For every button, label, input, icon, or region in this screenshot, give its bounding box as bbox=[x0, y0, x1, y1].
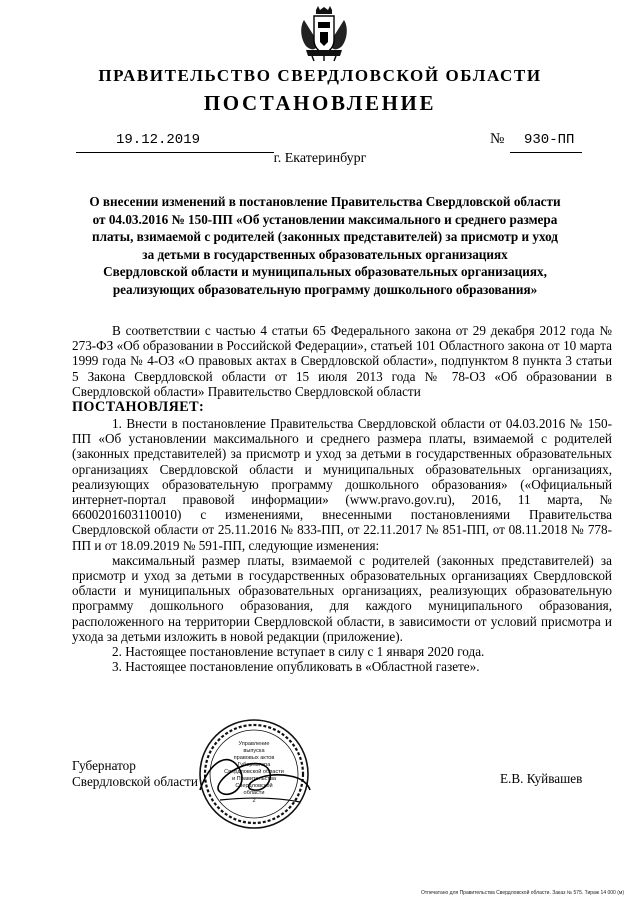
svg-text:и Правительства: и Правительства bbox=[232, 776, 276, 782]
handwritten-signature bbox=[190, 740, 320, 820]
decree-heading: ПОСТАНОВЛЯЕТ: bbox=[72, 399, 205, 416]
preamble-paragraph: В соответствии с частью 4 статьи 65 Федерального закона от 29 декабря 2012 года № 273-ФЗ «Об образовании в Российской Федерации», статьей 101 Областного закона от 10 марта 1999 года № 4-ОЗ «О правовых актах в Свердловской области», подпунктом 8 пункта 3 статьи 5 Закона Свердловской области от 15 июля 2013 года № 78-ОЗ «Об образовании в Свердловской области» Правительство Свердловской области bbox=[72, 323, 612, 399]
subject-line: от 04.03.2016 № 150-ПП «Об установлении максимального и среднего размера bbox=[92, 211, 558, 227]
print-footer: Отпечатано для Правительства Свердловской области. Заказ № 575. Тираж 14 000 (м) bbox=[420, 890, 624, 896]
item-1-paragraph: 1. Внести в постановление Правительства Свердловской области от 04.03.2016 № 150-ПП «Об установлении максимального и среднего размера платы, взимаемой с родителей (законных представителей) за присмотр и уход за детьми в государственных образовательных организациях Свердловской области и муниципальных образовательных организациях, реализующих образовательную программу дошкольного образования» («Официальный интернет-портал правовой информации» (www.pravo.gov.ru), 2016, 11 марта, № 6600201603110010) с изменениями, внесенными постановлениями Правительства Свердловской области от 25.11.2016 № 833-ПП, от 22.11.2017 № 851-ПП, от 08.11.2018 № 778-ПП и от 18.09.2019 № 591-ПП, следующие изменения: bbox=[72, 416, 612, 553]
svg-text:Свердловской: Свердловской bbox=[235, 783, 273, 789]
item-2-paragraph: 2. Настоящее постановление вступает в силу с 1 января 2020 года. bbox=[112, 644, 485, 660]
svg-text:Свердловской области: Свердловской области bbox=[224, 769, 284, 775]
subject-line: платы, взимаемой с родителей (законных представителей) за присмотр и уход bbox=[92, 229, 558, 244]
document-body bbox=[72, 323, 612, 674]
subject-line: за детьми в государственных образовательных организациях bbox=[142, 246, 508, 262]
svg-text:Управление: Управление bbox=[238, 741, 270, 747]
signatory-title bbox=[72, 758, 198, 789]
svg-text:Губернатора: Губернатора bbox=[237, 762, 271, 768]
signatory-name: Е.В. Куйвашев bbox=[500, 771, 583, 786]
svg-text:правовых актов: правовых актов bbox=[233, 755, 275, 761]
subject-line: реализующих образовательную программу дошкольного образования» bbox=[112, 281, 538, 297]
svg-text:2: 2 bbox=[252, 798, 256, 804]
signatory-title-line: Губернатор bbox=[72, 758, 136, 773]
document-number: 930-ПП bbox=[524, 132, 575, 148]
item-3-paragraph: 3. Настоящее постановление опубликовать в «Областной газете». bbox=[112, 659, 480, 675]
coat-of-arms-icon bbox=[298, 6, 350, 62]
item-1-change-paragraph: максимальный размер платы, взимаемой с родителей (законных представителей) за присмотр и уход за детьми в государственных образовательных организациях Свердловской области и муниципальных образовательных организациях, реализующих образовательную программу дошкольного образования, для каждого муниципального образования, расположенного на территории Свердловской области, в зависимости от условий присмотра и ухода за детьми изложить в новой редакции (приложение). bbox=[72, 552, 612, 644]
signatory-title-line: Свердловской области bbox=[72, 773, 198, 789]
number-sign: № bbox=[490, 131, 505, 147]
subject-line: О внесении изменений в постановление Правительства Свердловской области bbox=[89, 194, 561, 209]
government-title: ПРАВИТЕЛЬСТВО СВЕРДЛОВСКОЙ ОБЛАСТИ bbox=[98, 66, 542, 85]
date-field bbox=[76, 130, 274, 153]
document-subject bbox=[80, 193, 570, 298]
svg-text:области: области bbox=[243, 790, 265, 796]
document-city: г. Екатеринбург bbox=[273, 151, 367, 166]
subject-line: Свердловской области и муниципальных образовательных организациях, bbox=[103, 264, 547, 279]
svg-text:выпуска: выпуска bbox=[243, 748, 265, 754]
number-field bbox=[510, 130, 582, 153]
document-type: ПОСТАНОВЛЕНИЕ bbox=[203, 91, 437, 115]
document-date: 19.12.2019 bbox=[116, 132, 201, 148]
